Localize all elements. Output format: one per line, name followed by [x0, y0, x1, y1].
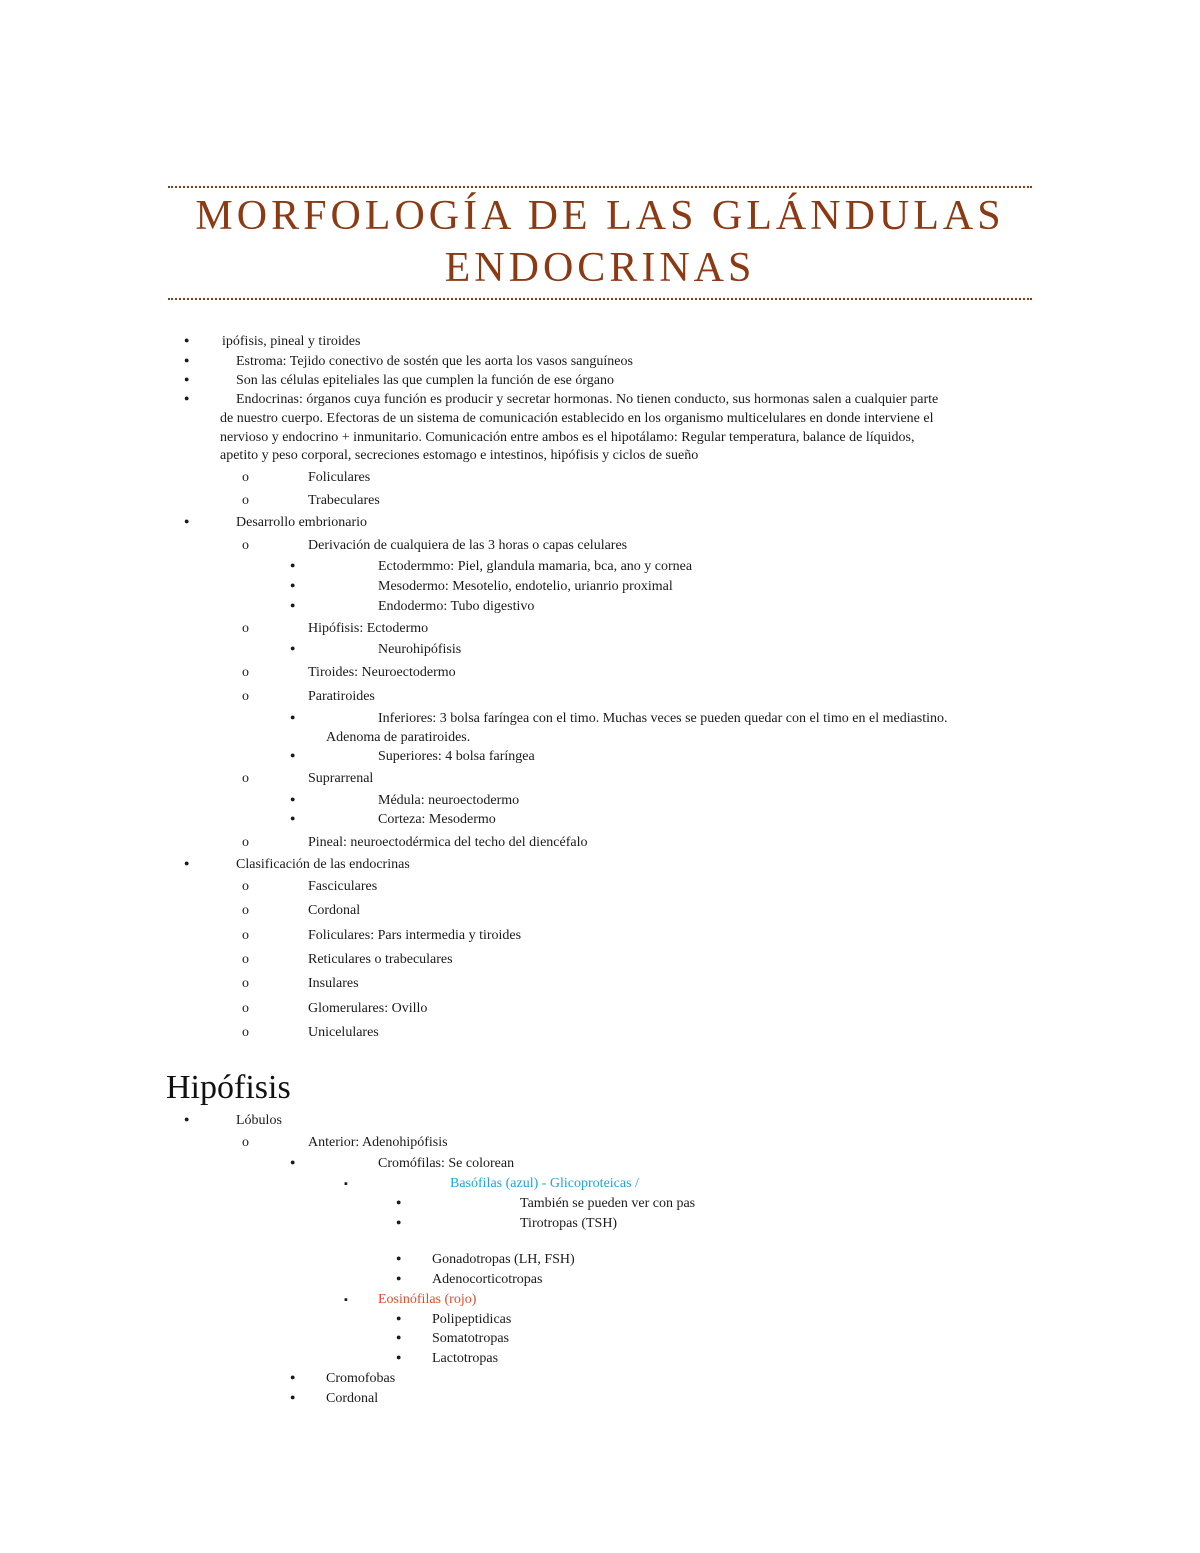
list-item: Cromófilas: Se colorean: [378, 1156, 515, 1171]
list-item: Hipófisis: Ectodermo: [308, 621, 429, 636]
list-item: Médula: neuroectodermo: [378, 793, 520, 808]
bullet-circle: [242, 834, 249, 852]
list-item: Tirotropas (TSH): [520, 1216, 618, 1231]
list-item: Son las células epiteliales las que cumplen la función de ese órgano: [236, 373, 615, 388]
bullet-circle: [242, 1000, 249, 1018]
list-item: Ectodermmo: Piel, glandula mamaria, bca, ano y cornea: [378, 559, 693, 574]
list-item-continuation: apetito y peso corporal, secreciones estomago e intestinos, hipófisis y ciclos de sueño: [220, 448, 699, 463]
bullet-dot: [396, 1311, 401, 1329]
bullet-circle: [242, 770, 249, 788]
bullet-circle: [242, 620, 249, 638]
list-item: Inferiores: 3 bolsa faríngea con el timo. Muchas veces se pueden quedar con el timo en el mediastino.: [378, 711, 948, 726]
list-item: ipófisis, pineal y tiroides: [222, 334, 361, 349]
bullet-dot: [184, 1112, 189, 1130]
list-item: Lactotropas: [432, 1351, 499, 1366]
bullet-dot: [290, 558, 295, 576]
bullet-dot: [184, 514, 189, 532]
bullet-dot: [184, 372, 189, 390]
list-item: Insulares: [308, 976, 359, 991]
bullet-circle: [242, 975, 249, 993]
bullet-dot: [184, 856, 189, 874]
list-item: También se pueden ver con pas: [520, 1196, 696, 1211]
bullet-dot: [184, 353, 189, 371]
bullet-dot: [290, 598, 295, 616]
list-item-eosinofilas: Eosinófilas (rojo): [378, 1292, 477, 1307]
bullet-dot: [184, 391, 189, 409]
list-item-continuation: Adenoma de paratiroides.: [326, 730, 471, 745]
title-line-2: ENDOCRINAS: [444, 245, 756, 291]
bullet-dot: [290, 1155, 295, 1173]
bullet-dot: [290, 811, 295, 829]
bullet-circle: [242, 664, 249, 682]
list-item: Estroma: Tejido conectivo de sostén que les aorta los vasos sanguíneos: [236, 354, 633, 369]
bullet-circle: [242, 492, 249, 510]
bullet-circle: [242, 537, 249, 555]
list-item: Corteza: Mesodermo: [378, 812, 496, 827]
title-rule-top: [168, 186, 1032, 188]
bullet-dot: [396, 1330, 401, 1348]
bullet-dot: [184, 333, 189, 351]
title-rule-bottom: [168, 298, 1032, 300]
bullet-dot: [290, 792, 295, 810]
bullet-dot: [290, 578, 295, 596]
list-item: Gonadotropas (LH, FSH): [432, 1252, 575, 1267]
list-item: Adenocorticotropas: [432, 1272, 543, 1287]
list-item: Paratiroides: [308, 689, 375, 704]
list-item: Neurohipófisis: [378, 642, 462, 657]
list-item: Pineal: neuroectodérmica del techo del diencéfalo: [308, 835, 588, 850]
bullet-dot: [396, 1195, 401, 1213]
bullet-circle: [242, 951, 249, 969]
list-item: Clasificación de las endocrinas: [236, 857, 410, 872]
title-line-1: MORFOLOGÍA DE LAS GLÁNDULAS: [195, 193, 1005, 239]
list-item: Tiroides: Neuroectodermo: [308, 665, 456, 680]
bullet-circle: [242, 469, 249, 487]
list-item: Foliculares: [308, 470, 371, 485]
bullet-square: [344, 1175, 348, 1193]
list-item: Trabeculares: [308, 493, 380, 508]
bullet-dot: [290, 1370, 295, 1388]
list-item: Cordonal: [308, 903, 361, 918]
list-item: Cromofobas: [326, 1371, 396, 1386]
bullet-square: [344, 1291, 348, 1309]
list-item: Anterior: Adenohipófisis: [308, 1135, 448, 1150]
list-item: Fasciculares: [308, 879, 378, 894]
list-item: Foliculares: Pars intermedia y tiroides: [308, 928, 522, 943]
bullet-circle: [242, 902, 249, 920]
list-item: Desarrollo embrionario: [236, 515, 368, 530]
list-item: Derivación de cualquiera de las 3 horas o capas celulares: [308, 538, 628, 553]
list-item: Glomerulares: Ovillo: [308, 1001, 428, 1016]
page-title: [168, 190, 1032, 294]
section-heading-hipofisis: Hipófisis: [166, 1069, 291, 1106]
list-item-basofilas: Basófilas (azul) - Glicoproteicas /: [450, 1176, 639, 1191]
bullet-circle: [242, 927, 249, 945]
list-item: Lóbulos: [236, 1113, 282, 1128]
bullet-dot: [290, 1390, 295, 1408]
bullet-circle: [242, 1134, 249, 1152]
bullet-circle: [242, 878, 249, 896]
list-item: Somatotropas: [432, 1331, 509, 1346]
list-item: Endocrinas: órganos cuya función es producir y secretar hormonas. No tienen conducto, sus hormonas salen a cualquier parte: [236, 392, 939, 407]
list-item: Reticulares o trabeculares: [308, 952, 453, 967]
list-item-continuation: nervioso y endocrino + inmunitario. Comunicación entre ambos es el hipotálamo: Regular temperatura, balance de líquidos,: [220, 430, 915, 445]
bullet-dot: [396, 1251, 401, 1269]
list-item: Suprarrenal: [308, 771, 374, 786]
list-item: Superiores: 4 bolsa faríngea: [378, 749, 535, 764]
bullet-dot: [290, 641, 295, 659]
bullet-circle: [242, 1024, 249, 1042]
list-item: Polipeptidicas: [432, 1312, 512, 1327]
bullet-dot: [396, 1350, 401, 1368]
bullet-dot: [396, 1271, 401, 1289]
bullet-dot: [396, 1215, 401, 1233]
list-item: Cordonal: [326, 1391, 379, 1406]
bullet-dot: [290, 748, 295, 766]
list-item: Mesodermo: Mesotelio, endotelio, urianrio proximal: [378, 579, 673, 594]
bullet-dot: [290, 710, 295, 728]
bullet-circle: [242, 688, 249, 706]
list-item-continuation: de nuestro cuerpo. Efectoras de un sistema de comunicación establecido en los organismo multicelulares en donde interviene el: [220, 411, 934, 426]
list-item: Unicelulares: [308, 1025, 379, 1040]
list-item: Endodermo: Tubo digestivo: [378, 599, 535, 614]
